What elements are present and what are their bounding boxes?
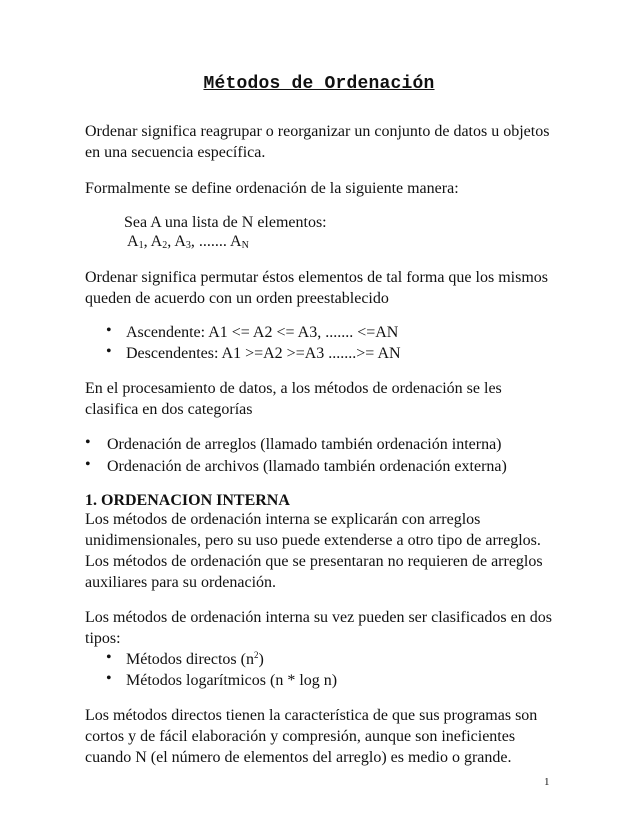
list-item-log-methods: Métodos logarítmicos (n * log n) <box>126 672 338 689</box>
section-heading: 1. ORDENACION INTERNA <box>85 492 290 509</box>
paragraph-types-line-2: tipos: <box>85 630 121 647</box>
bullet-icon: • <box>106 343 112 360</box>
paragraph-direct-line-1: Los métodos directos tienen la característica de que sus programas son <box>85 707 538 724</box>
paragraph-direct-line-3: cuando N (el número de elementos del arreglo) es medio o grande. <box>85 749 512 766</box>
paragraph-internal-line-2: unidimensionales, pero su uso puede extenderse a otro tipo de arreglos. <box>85 532 541 549</box>
list-item-descending: Descendentes: A1 >=A2 >=A3 .......>= AN <box>126 345 401 362</box>
bullet-icon: • <box>106 322 112 339</box>
list-item-file-sorting: Ordenación de archivos (llamado también ordenación externa) <box>107 458 507 475</box>
definition-sequence: A1, A2, A3, ....... AN <box>127 233 249 251</box>
paragraph-types-line-1: Los métodos de ordenación interna su vez pueden ser clasificados en dos <box>85 609 552 626</box>
page-number: 1 <box>544 776 550 788</box>
list-item-ascending: Ascendente: A1 <= A2 <= A3, ....... <=AN <box>126 324 399 341</box>
bullet-icon: • <box>106 649 112 666</box>
list-item-direct-methods: Métodos directos $(n^2)$ <box>126 650 264 668</box>
paragraph-permute-line-2: queden de acuerdo con un orden preestablecido <box>85 290 389 307</box>
definition-line: Sea A una lista de N elementos: <box>124 214 327 231</box>
paragraph-internal-line-3: Los métodos de ordenación que se presentaran no requieren de arreglos <box>85 553 543 570</box>
bullet-icon: • <box>85 456 91 473</box>
paragraph-internal-line-4: auxiliares para su ordenación. <box>85 574 277 591</box>
bullet-icon: • <box>106 670 112 687</box>
paragraph-intro-line-1: Ordenar significa reagrupar o reorganizar un conjunto de datos u objetos <box>85 123 550 140</box>
list-item-array-sorting: Ordenación de arreglos (llamado también ordenación interna) <box>107 436 502 453</box>
paragraph-permute-line-1: Ordenar significa permutar éstos elementos de tal forma que los mismos <box>85 269 548 286</box>
paragraph-processing-line-1: En el procesamiento de datos, a los métodos de ordenación se les <box>85 380 502 397</box>
paragraph-direct-line-2: cortos y de fácil elaboración y compresión, aunque son ineficientes <box>85 728 516 745</box>
paragraph-processing-line-2: clasifica en dos categorías <box>85 401 253 418</box>
paragraph-internal-line-1: Los métodos de ordenación interna se explicarán con arreglos <box>85 511 481 528</box>
page-title: Métodos de Ordenación <box>203 74 435 94</box>
paragraph-intro-line-2: en una secuencia específica. <box>85 144 266 161</box>
bullet-icon: • <box>85 434 91 451</box>
paragraph-formal-definition: Formalmente se define ordenación de la siguiente manera: <box>85 180 459 197</box>
